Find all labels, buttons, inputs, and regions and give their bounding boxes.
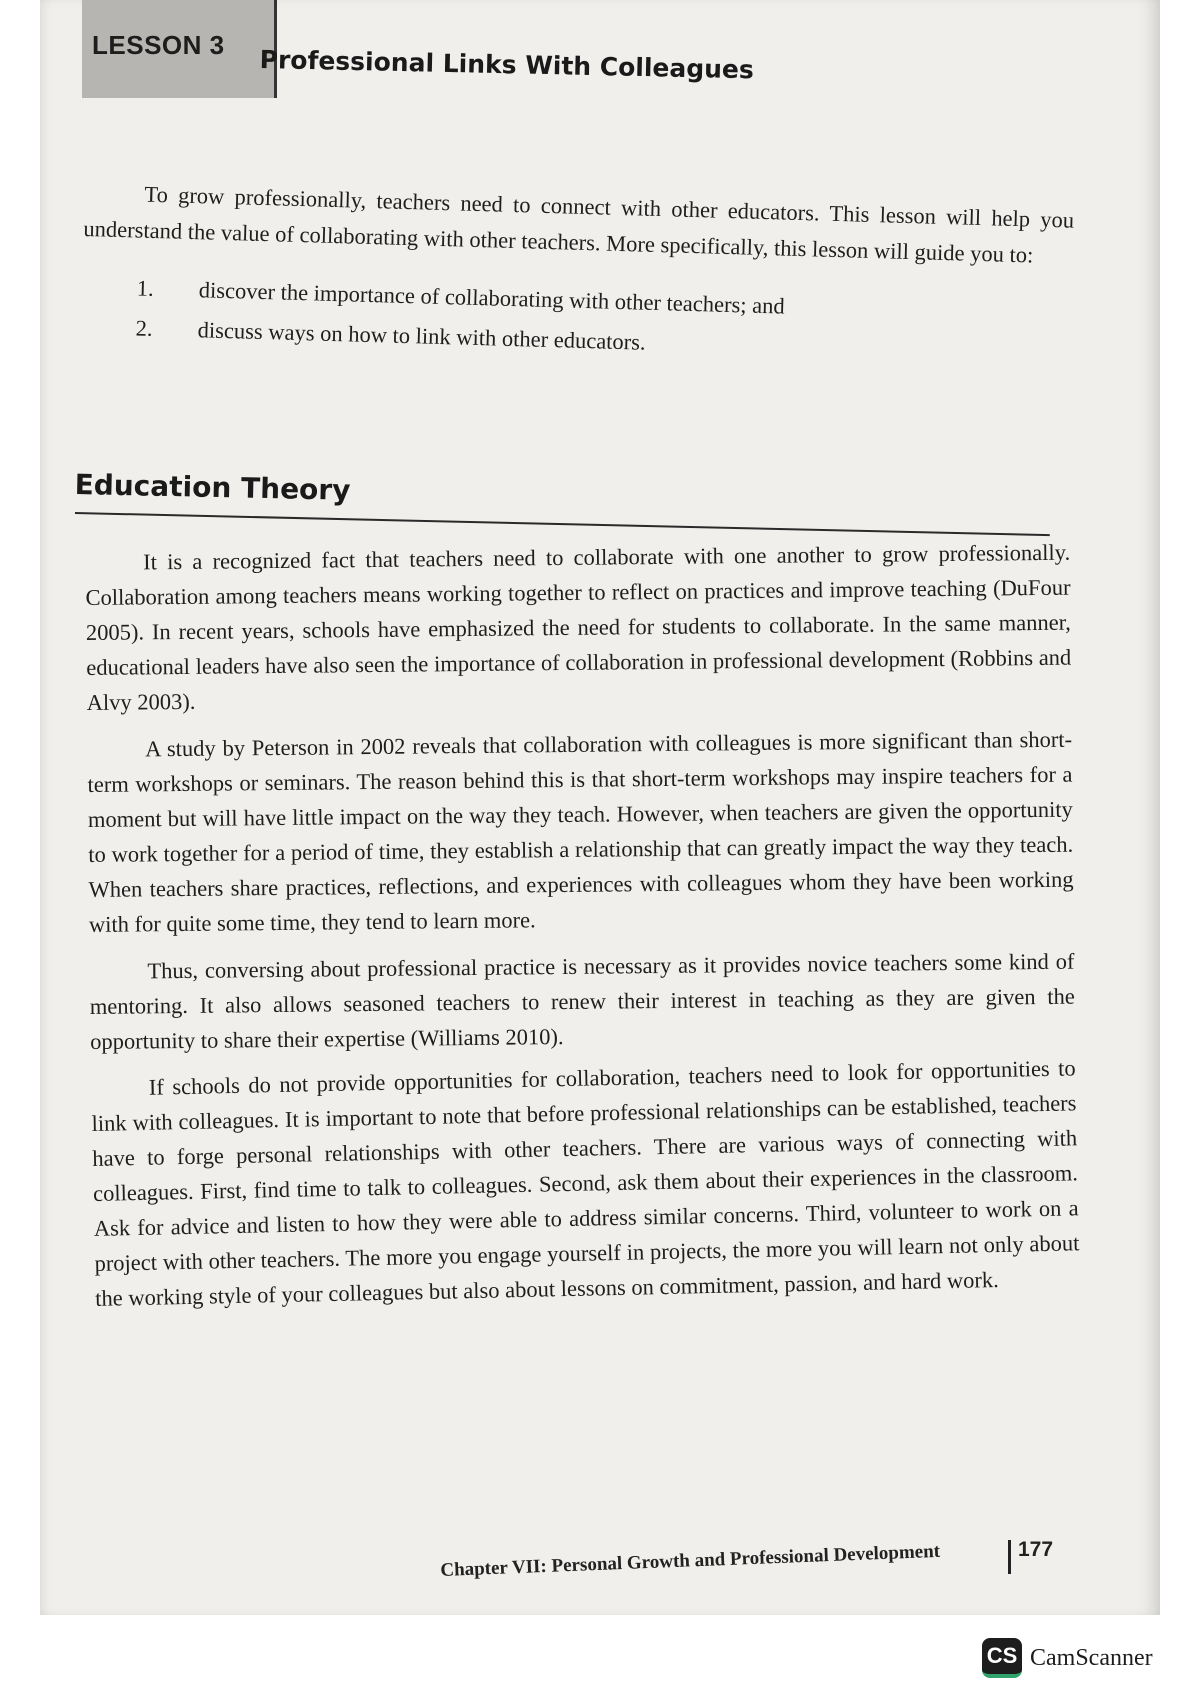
body-paragraph: It is a recognized fact that teachers need to collaborate with one another to grow professionally. Collaboration among teachers means working together to reflect on practices and improve teaching (DuFour 2005). In recent years, schools have emphasized the need for students to collaborate. In the same manner, educational leaders have also seen the importance of collaboration in professional development (Robbins and Alvy 2003). (85, 539, 1072, 715)
objective-text: discuss ways on how to link with other educators. (197, 317, 646, 355)
section-heading: Education Theory (74, 468, 351, 507)
lesson-tag: LESSON 3 (92, 30, 225, 60)
lesson-title: Professional Links With Colleagues (259, 45, 755, 85)
watermark-text: CamScanner (1030, 1644, 1153, 1671)
objective-number: 2. (135, 315, 153, 341)
intro-paragraph: To grow professionally, teachers need to connect with other educators. This lesson will help you understand the value of collaborating with other teachers. More specifically, this lesson will guide you to: (83, 181, 1075, 268)
page-number: 177 (1018, 1538, 1054, 1561)
body-paragraph: If schools do not provide opportunities for collaboration, teachers need to look for opportunities to link with colleagues. It is important to note that before professional relationships can be established, teachers have to forge personal relationships with other teachers. There are various ways of connecting with colleagues. First, find time to talk to colleagues. Second, ask them about their experiences in the classroom. Ask for advice and listen to how they were able to address similar concerns. Third, volunteer to work on a project with other teachers. The more you engage yourself in projects, the more you will learn not only about the working style of your colleagues but also about lessons on commitment, passion, and hard work. (91, 1055, 1080, 1311)
camscanner-watermark (982, 1638, 1153, 1678)
camscanner-logo-icon: CS (982, 1638, 1022, 1678)
body-paragraph: A study by Peterson in 2002 reveals that collaboration with colleagues is more significant than short-term workshops or seminars. The reason behind this is that short-term workshops may inspire teachers for a moment but will have little impact on the way they teach. However, when teachers are given the opportunity to work together for a period of time, they establish a relationship that can greatly impact the way they teach. When teachers share practices, reflections, and experiences with colleagues whom they have been working with for quite some time, they tend to learn more. (87, 726, 1074, 937)
body-paragraph: Thus, conversing about professional practice is necessary as it provides novice teachers some kind of mentoring. It also allows seasoned teachers to renew their interest in teaching as they are given the opportunity to share their expertise (Williams 2010). (89, 948, 1075, 1054)
footer-chapter-title: Chapter VII: Personal Growth and Professional Development (440, 1540, 941, 1581)
footer-divider (1008, 1540, 1011, 1574)
objective-text: discover the importance of collaborating with other teachers; and (198, 277, 786, 319)
objective-number: 1. (136, 275, 155, 301)
section-body (85, 535, 1078, 1328)
intro-section (80, 175, 1074, 375)
